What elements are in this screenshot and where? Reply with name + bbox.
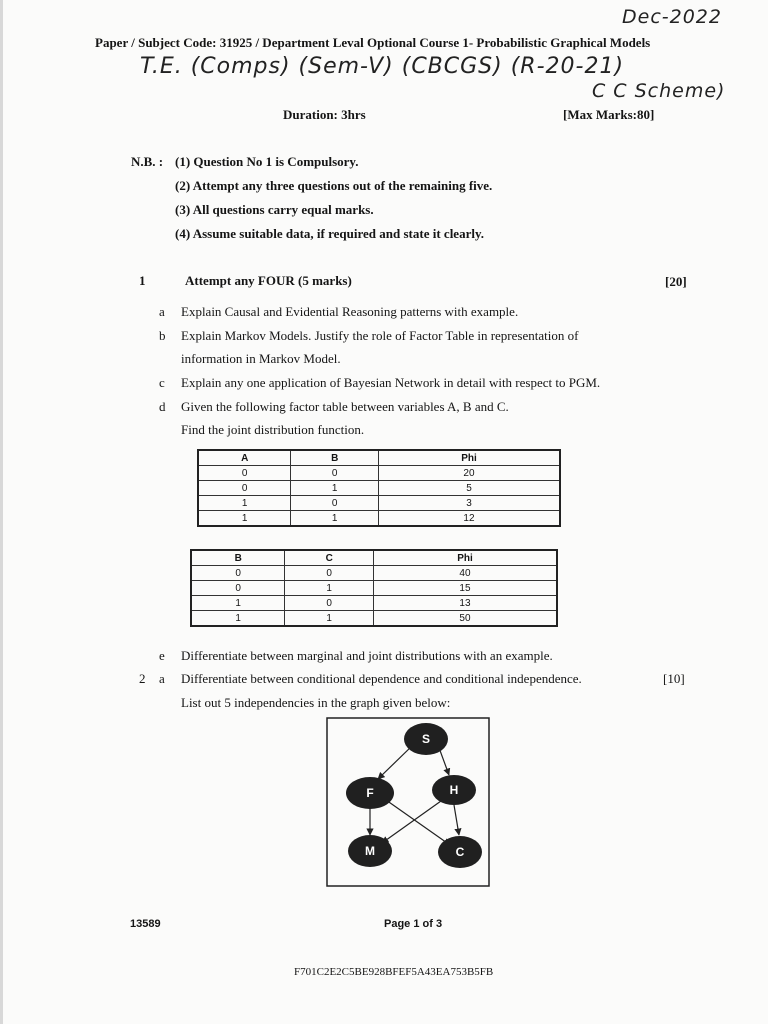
q2a-subtext: List out 5 independencies in the graph given below:: [181, 695, 451, 710]
table-header-cell: A: [198, 450, 291, 466]
bayesian-network-graph: [326, 717, 490, 887]
table-row: [191, 596, 557, 611]
graph-node-c: [438, 836, 482, 868]
paper-title: Paper / Subject Code: 31925 / Department Leval Optional Course 1- Probabilistic Graphical Models: [95, 35, 651, 50]
table-cell: 0: [191, 581, 285, 596]
q1d-letter: d: [159, 399, 166, 414]
table-cell: 1: [291, 511, 379, 527]
q1a-letter: a: [159, 304, 165, 319]
graph-node-m-label: M: [365, 844, 375, 858]
q1c-letter: c: [159, 375, 165, 390]
table-header-cell: C: [285, 550, 374, 566]
graph-node-s: [404, 723, 448, 755]
table-row: [191, 581, 557, 596]
graph-node-s-label: S: [421, 732, 431, 746]
table-header-cell: Phi: [373, 550, 557, 566]
q1b-line1: Explain Markov Models. Justify the role of Factor Table in representation of: [181, 328, 579, 343]
table-cell: 50: [373, 611, 557, 627]
q2a-text: Differentiate between conditional dependence and conditional independence.: [181, 671, 582, 686]
table-cell: 0: [285, 566, 374, 581]
max-marks: [Max Marks:80]: [563, 107, 655, 122]
q1e-text: Differentiate between marginal and joint distributions with an example.: [181, 648, 553, 663]
q2-marks: [10]: [663, 671, 685, 686]
table-cell: 13: [373, 596, 557, 611]
table-header-row: [191, 550, 557, 566]
graph-node-f: [346, 777, 394, 809]
handwritten-scheme: C C Scheme): [592, 80, 726, 102]
table-row: [191, 566, 557, 581]
q1b-letter: b: [159, 328, 166, 343]
footer-page-number: Page 1 of 3: [384, 918, 443, 930]
q1-marks: [20]: [665, 274, 687, 289]
factor-table-ab: [197, 449, 561, 527]
table-cell: 1: [291, 481, 379, 496]
note-3: (3) All questions carry equal marks.: [175, 202, 374, 217]
note-2: (2) Attempt any three questions out of the remaining five.: [175, 178, 493, 193]
table-row: [198, 511, 560, 527]
graph-node-m: [348, 835, 392, 867]
q1-number: 1: [139, 273, 146, 288]
q1d-line2: Find the joint distribution function.: [181, 422, 365, 437]
footer-hash: F701C2E2C5BE928BFEF5A43EA753B5FB: [294, 966, 494, 978]
table-cell: 0: [198, 466, 291, 481]
q1c-text: Explain any one application of Bayesian Network in detail with respect to PGM.: [181, 375, 601, 390]
table-cell: 0: [191, 566, 285, 581]
table-cell: 5: [378, 481, 560, 496]
graph-node-h: [432, 775, 476, 805]
table-header-cell: B: [191, 550, 285, 566]
table-cell: 40: [373, 566, 557, 581]
table-cell: 1: [285, 611, 374, 627]
table-row: [191, 611, 557, 627]
table-header-cell: Phi: [378, 450, 560, 466]
q2a-letter: a: [159, 671, 165, 686]
table-cell: 0: [198, 481, 291, 496]
note-1: (1) Question No 1 is Compulsory.: [175, 154, 359, 169]
table-cell: 3: [378, 496, 560, 511]
handwritten-date: Dec-2022: [622, 6, 722, 28]
scan-edge: [0, 0, 3, 1024]
handwritten-course-line: T.E. (Comps) (Sem-V) (CBCGS) (R-20-21): [140, 54, 625, 79]
table-cell: 1: [285, 581, 374, 596]
table-cell: 1: [198, 511, 291, 527]
table-cell: 15: [373, 581, 557, 596]
graph-node-f-label: F: [366, 786, 374, 800]
table-cell: 1: [198, 496, 291, 511]
note-4: (4) Assume suitable data, if required and state it clearly.: [175, 226, 484, 241]
table-cell: 1: [191, 611, 285, 627]
graph-node-h-label: H: [449, 783, 459, 797]
factor-table-bc: [190, 549, 558, 627]
table-row: [198, 466, 560, 481]
table-header-cell: B: [291, 450, 379, 466]
footer-paper-code: 13589: [130, 918, 161, 930]
table-cell: 0: [291, 466, 379, 481]
q1a-text: Explain Causal and Evidential Reasoning patterns with example.: [181, 304, 519, 319]
table-cell: 12: [378, 511, 560, 527]
q1b-line2: information in Markov Model.: [181, 351, 341, 366]
q1-title: Attempt any FOUR (5 marks): [185, 273, 352, 288]
duration: Duration: 3hrs: [283, 107, 366, 122]
table-header-row: [198, 450, 560, 466]
table-cell: 0: [285, 596, 374, 611]
table-row: [198, 481, 560, 496]
graph-node-c-label: C: [455, 845, 465, 859]
table-cell: 1: [191, 596, 285, 611]
q1d-line1: Given the following factor table between variables A, B and C.: [181, 399, 509, 414]
table-cell: 20: [378, 466, 560, 481]
notes-label: N.B. :: [131, 154, 164, 169]
table-row: [198, 496, 560, 511]
table-cell: 0: [291, 496, 379, 511]
q1e-letter: e: [159, 648, 165, 663]
q2-number: 2: [139, 671, 146, 686]
